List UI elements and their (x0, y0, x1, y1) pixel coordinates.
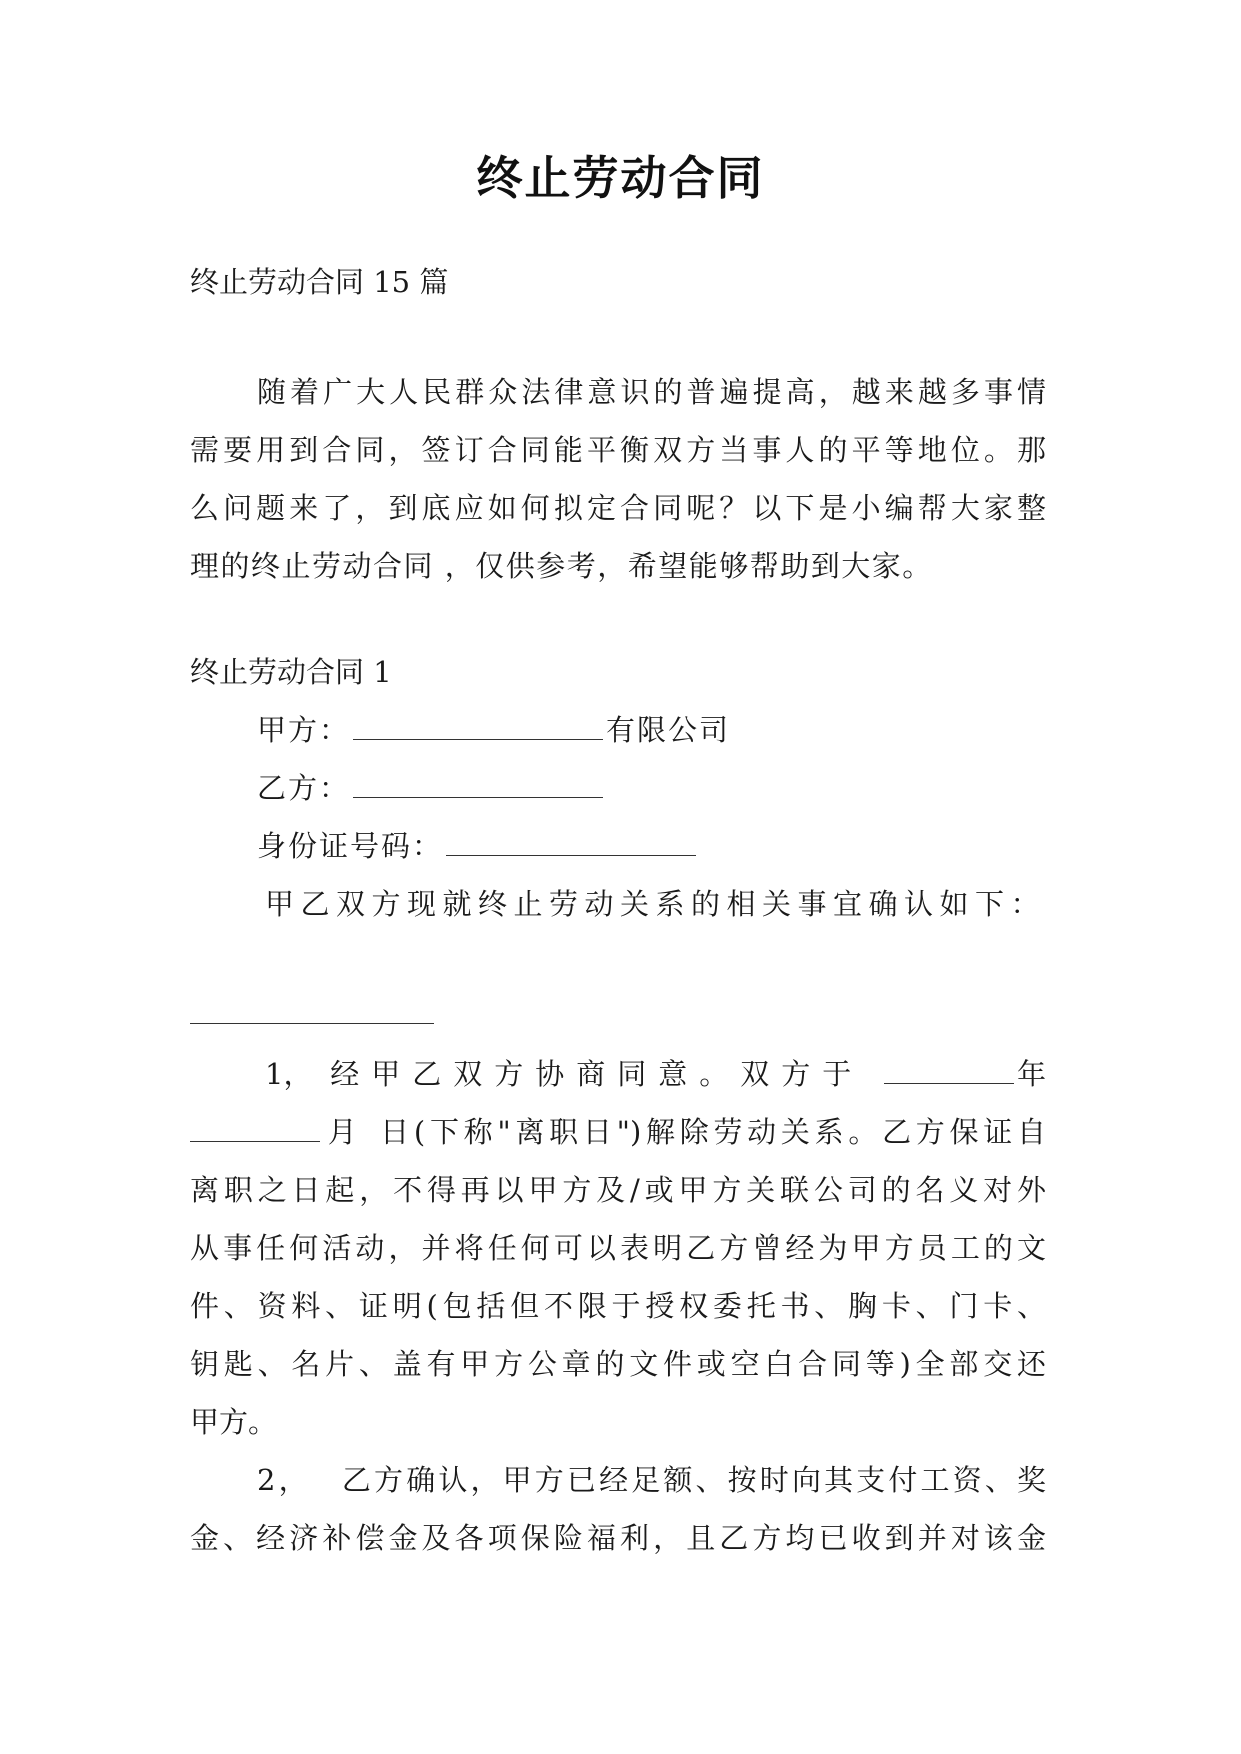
intro-line-4: 理的终止劳动合同 ，仅供参考，希望能够帮助到大家。 (190, 549, 933, 583)
intro-line-1: 随着广大人民群众法律意识的普遍提高，越来越多事情 (257, 375, 1046, 409)
id-number-label: 身份证号码： (257, 829, 444, 863)
clause-1-line-1 (265, 1054, 1046, 1094)
clause-1-line-7: 甲方。 (190, 1405, 278, 1439)
party-a-label: 甲方： (257, 713, 351, 747)
party-a-blank (353, 713, 603, 740)
clause-2-line-2: 金、经济补偿金及各项保险福利，且乙方均已收到并对该金 (190, 1521, 1046, 1555)
clause-1-line-6: 钥匙、名片、盖有甲方公章的文件或空白合同等)全部交还 (190, 1347, 1046, 1381)
id-number-line (257, 826, 699, 866)
confirm-text: 甲乙双方现就终止劳动关系的相关事宜确认如下： (265, 887, 1047, 921)
separator-rule (190, 1023, 434, 1024)
clause-1-line-3: 离职之日起，不得再以甲方及/或甲方关联公司的名义对外 (190, 1173, 1046, 1207)
party-b-blank (353, 771, 603, 798)
clause-1-line-5: 件、资料、证明(包括但不限于授权委托书、胸卡、门卡、 (190, 1289, 1046, 1323)
clause-1-line-4: 从事任何活动，并将任何可以表明乙方曾经为甲方员工的文 (190, 1231, 1046, 1265)
party-a-suffix: 有限公司 (606, 713, 731, 747)
party-a-line (257, 710, 730, 750)
clause-2-line-1 (257, 1460, 1046, 1500)
section-heading: 终止劳动合同 1 (190, 655, 392, 689)
clause-1-year: 年 (1016, 1057, 1046, 1091)
clause-2-text: 乙方确认，甲方已经足额、按时向其支付工资、奖 (338, 1463, 1046, 1497)
intro-line-2: 需要用到合同，签订合同能平衡双方当事人的平等地位。那 (190, 433, 1046, 467)
clause-1-line-2 (190, 1112, 1046, 1152)
clause-1-year-blank (884, 1057, 1014, 1084)
intro-line-3: 么问题来了，到底应如何拟定合同呢？以下是小编帮大家整 (190, 491, 1046, 525)
clause-1-line-2-text: 日(下称"离职日")解除劳动关系。乙方保证自 (375, 1115, 1046, 1149)
clause-2-number: 2， (257, 1463, 311, 1497)
clause-1-text: 经甲乙双方协商同意。双方于 (330, 1057, 864, 1091)
clause-1-number: 1， (265, 1057, 313, 1091)
clause-1-month: 月 (323, 1115, 362, 1149)
document-title: 终止劳动合同 (476, 151, 765, 205)
clause-1-year-group (881, 1054, 1046, 1094)
party-b-label: 乙方： (257, 771, 351, 805)
party-b-line (257, 768, 606, 808)
id-number-blank (446, 829, 696, 856)
clause-1-month-blank (190, 1115, 320, 1142)
document-subtitle: 终止劳动合同 15 篇 (190, 265, 449, 299)
